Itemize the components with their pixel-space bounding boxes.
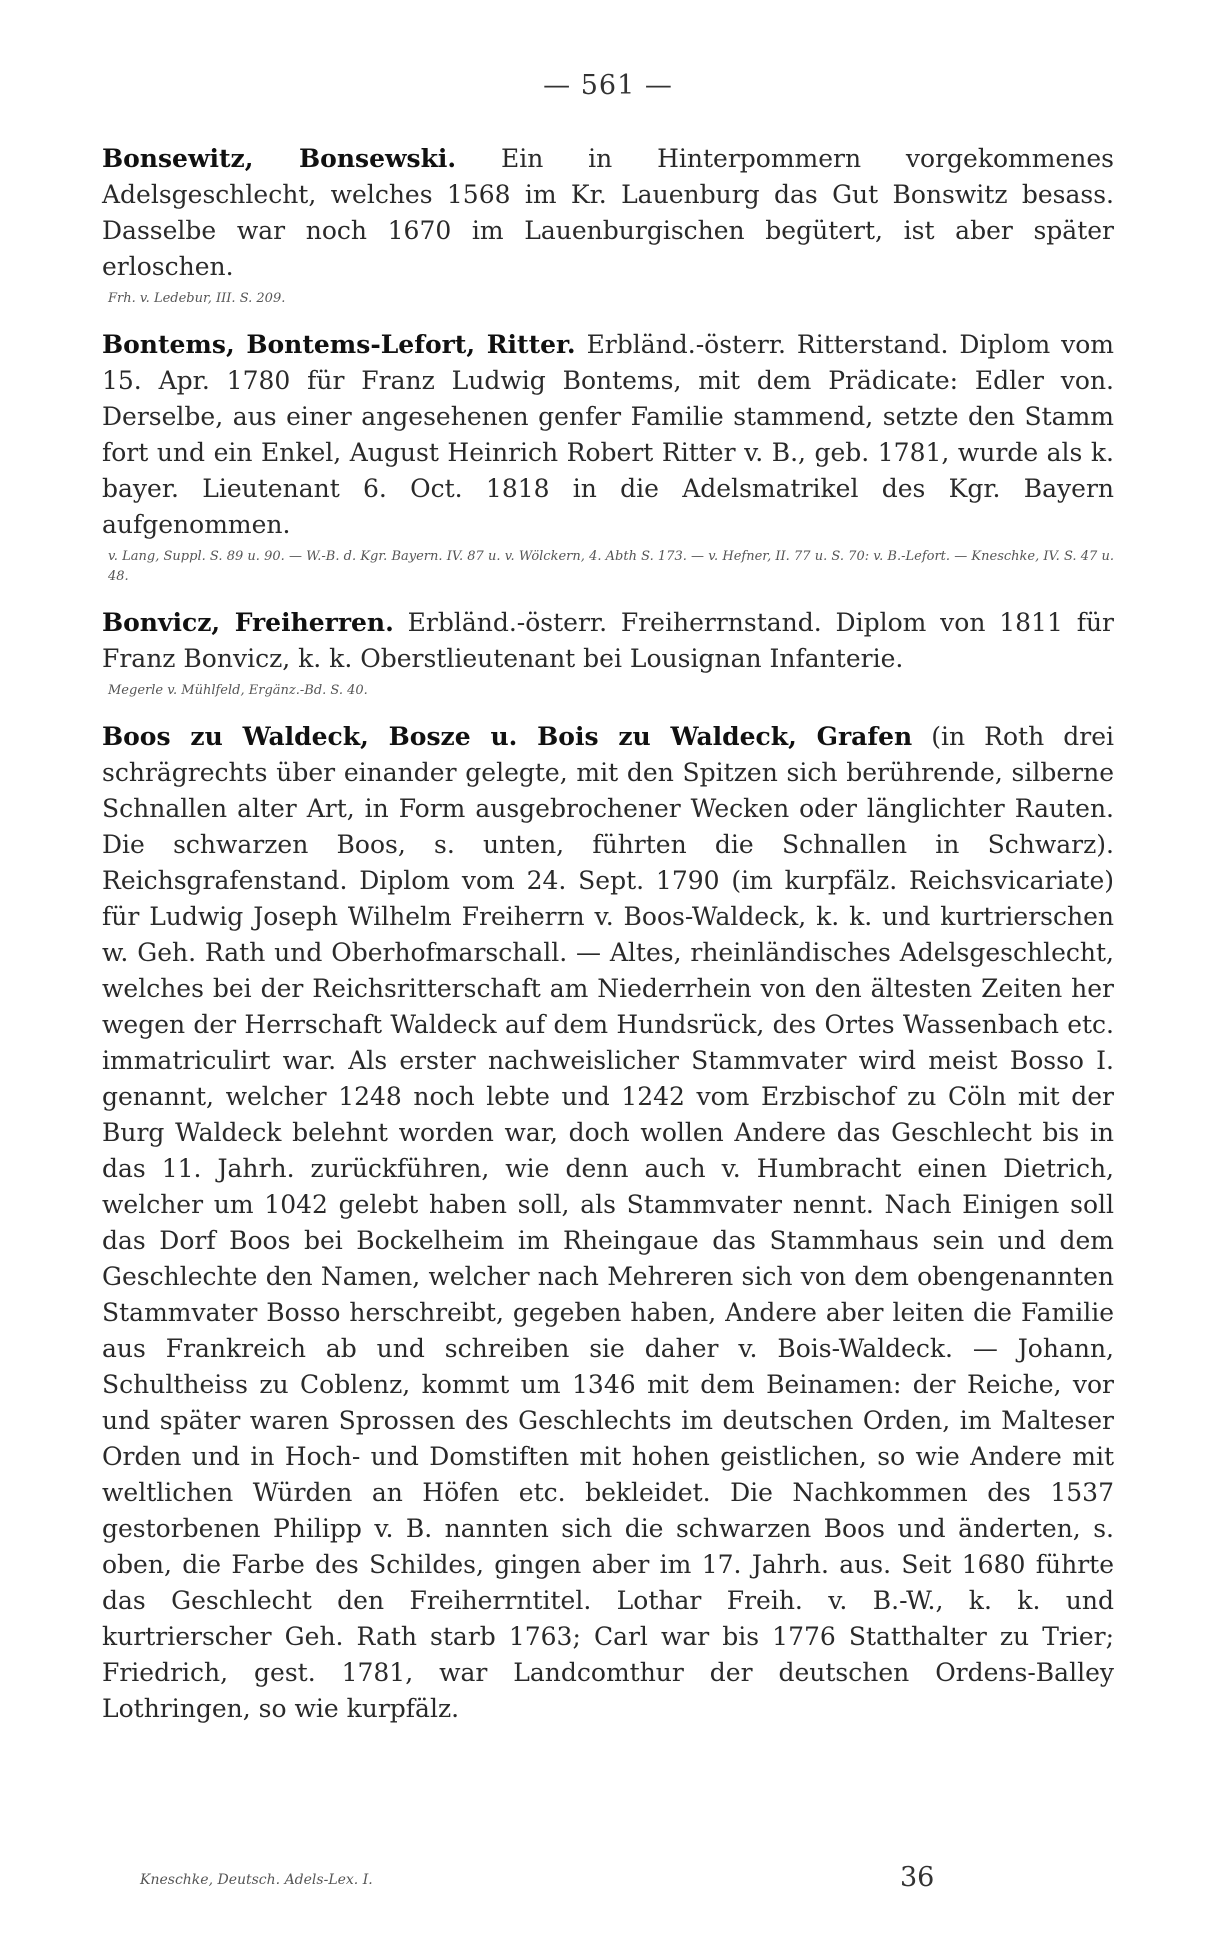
entry-source: v. Lang, Suppl. S. 89 u. 90. — W.-B. d. Kgr. Bayern. IV. 87 u. v. Wölckern, 4. Abth S. 173. — v. Hefner, II. 77 u. S. 70: v. B.-Lefort. — Kneschke, IV. S. 47 u. 48.	[108, 549, 1114, 584]
signature-mark: 36	[900, 1862, 935, 1893]
entry-heading: Bontems, Bontems-Lefort, Ritter.	[102, 330, 576, 359]
entry-text: Ein in Hinterpommern vorgekommenes Adelsgeschlecht, welches 1568 im Kr. Lauenburg das Gut Bonswitz besass. Dasselbe war noch 1670 im Lauenburgischen begütert, ist aber später erloschen.	[102, 144, 1114, 281]
entry-bontems	[102, 327, 1114, 543]
page	[102, 70, 1114, 1727]
entry-boos-zu-waldeck	[102, 719, 1114, 1727]
entry-heading: Boos zu Waldeck, Bosze u. Bois zu Waldeck, Grafen	[102, 722, 913, 751]
footer-text: Kneschke, Deutsch. Adels-Lex. I.	[140, 1872, 373, 1888]
entry-text: Erbländ.-österr. Ritterstand. Diplom vom 15. Apr. 1780 für Franz Ludwig Bontems, mit dem Prädicate: Edler von. Derselbe, aus einer angesehenen genfer Familie stammend, setzte den Stamm fort und ein Enkel, August Heinrich Robert Ritter v. B., geb. 1781, wurde als k. bayer. Lieutenant 6. Oct. 1818 in die Adelsmatrikel des Kgr. Bayern aufgenommen.	[102, 330, 1114, 539]
page-footer	[140, 1862, 940, 1893]
entry-bonsewitz	[102, 141, 1114, 285]
entry-bonvicz	[102, 605, 1114, 677]
entry-text: Erbländ.-österr. Freiherrnstand. Diplom von 1811 für Franz Bonvicz, k. k. Oberstlieutenant bei Lousignan Infanterie.	[102, 608, 1114, 673]
entry-heading: Bonvicz, Freiherren.	[102, 608, 394, 637]
entry-heading: Bonsewitz, Bonsewski.	[102, 144, 457, 173]
entry-source: Megerle v. Mühlfeld, Ergänz.-Bd. S. 40.	[108, 683, 368, 698]
page-number: — 561 —	[543, 70, 673, 101]
entry-text: (in Roth drei schrägrechts über einander gelegte, mit den Spitzen sich berührende, silberne Schnallen alter Art, in Form ausgebrochener Wecken oder länglichter Rauten. Die schwarzen Boos, s. unten, führten die Schnallen in Schwarz). Reichsgrafenstand. Diplom vom 24. Sept. 1790 (im kurpfälz. Reichsvicariate) für Ludwig Joseph Wilhelm Freiherrn v. Boos-Waldeck, k. k. und kurtrierschen w. Geh. Rath und Oberhofmarschall. — Altes, rheinländisches Adelsgeschlecht, welches bei der Reichsritterschaft am Niederrhein von den ältesten Zeiten her wegen der Herrschaft Waldeck auf dem Hundsrück, des Ortes Wassenbach etc. immatriculirt war. Als erster nachweislicher Stammvater wird meist Bosso I. genannt, welcher 1248 noch lebte und 1242 vom Erzbischof zu Cöln mit der Burg Waldeck belehnt worden war, doch wollen Andere das Geschlecht bis in das 11. Jahrh. zurückführen, wie denn auch v. Humbracht einen Dietrich, welcher um 1042 gelebt haben soll, als Stammvater nennt. Nach Einigen soll das Dorf Boos bei Bockelheim im Rheingaue das Stammhaus sein und dem Geschlechte den Namen, welcher nach Mehreren sich von dem obengenannten Stammvater Bosso herschreibt, gegeben haben, Andere aber leiten die Familie aus Frankreich ab und schreiben sie daher v. Bois-Waldeck. — Johann, Schultheiss zu Coblenz, kommt um 1346 mit dem Beinamen: der Reiche, vor und später waren Sprossen des Geschlechts im deutschen Orden, im Malteser Orden und in Hoch- und Domstiften mit hohen geistlichen, so wie Andere mit weltlichen Würden an Höfen etc. bekleidet. Die Nachkommen des 1537 gestorbenen Philipp v. B. nannten sich die schwarzen Boos und änderten, s. oben, die Farbe des Schildes, gingen aber im 17. Jahrh. aus. Seit 1680 führte das Geschlecht den Freiherrntitel. Lothar Freih. v. B.-W., k. k. und kurtrierscher Geh. Rath starb 1763; Carl war bis 1776 Statthalter zu Trier; Friedrich, gest. 1781, war Landcomthur der deutschen Ordens-Balley Lothringen, so wie kurpfälz.	[102, 722, 1115, 1723]
entry-source: Frh. v. Ledebur, III. S. 209.	[108, 291, 286, 306]
